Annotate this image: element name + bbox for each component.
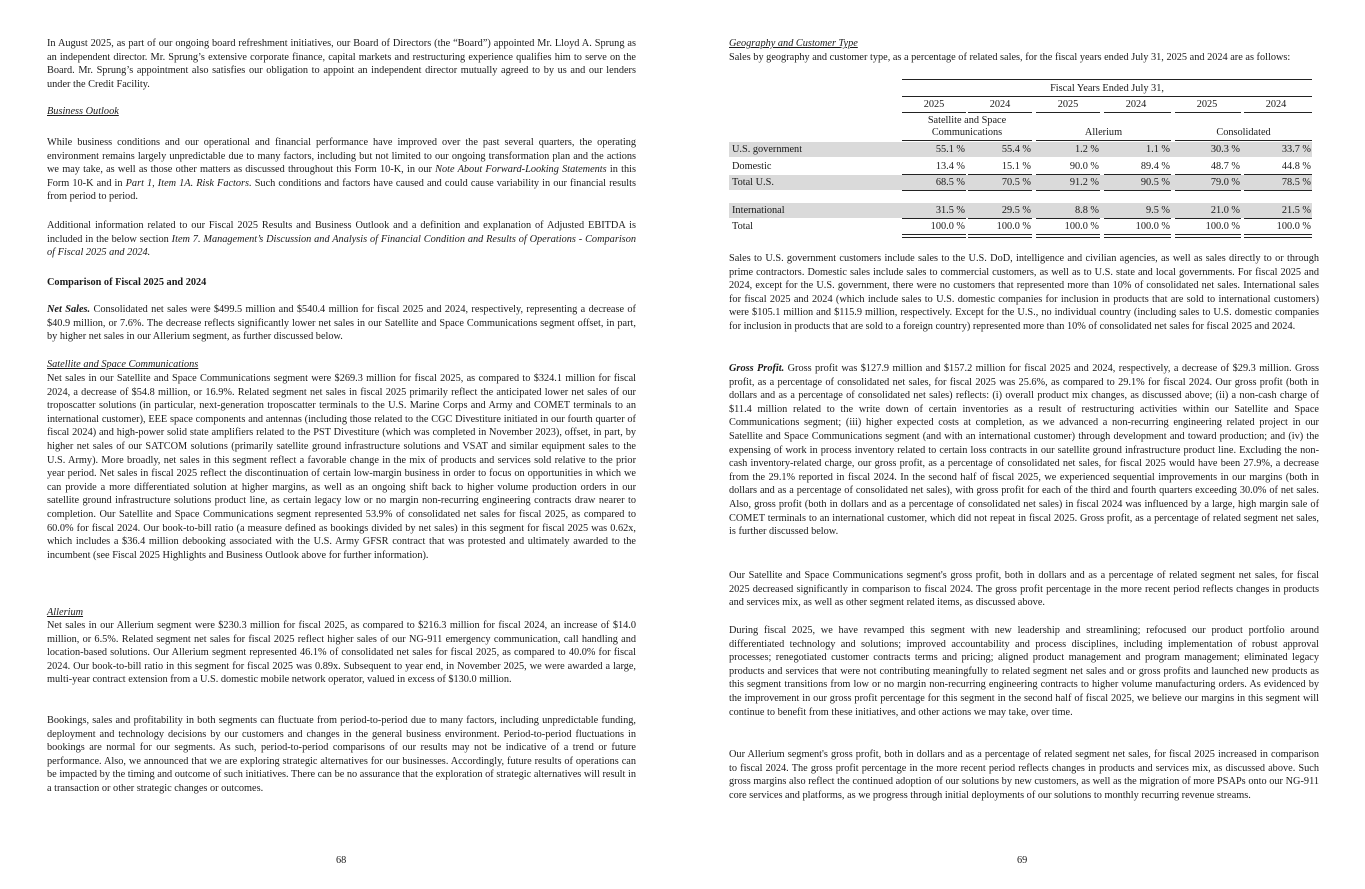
bookings-paragraph: Bookings, sales and profitability in both segments can fluctuate from period-to-period due to many factors, including unpredictable funding, deployment and technology decisions by our customers and changes in the general business environment. Period-to-period fluctuations in bookings are normal for our segments. As such, period-to-period comparisons of our results may not be indicative of a trend or future performance. Also, we announced that we are exploring strategic alternatives for our businesses. Accordingly, future results of operations can be impacted by the timing and outcome of such initiatives. There can be no assurance that the exploration of strategic alternatives will result in a transaction or other strategic changes or outcomes. [47,715,636,794]
table-cell: 70.5 % [1001,177,1031,188]
year-header: 2025 [1196,99,1218,110]
forward-looking-reference: Note About Forward-Looking Statements [435,164,607,176]
table-cell: 78.5 % [1281,177,1311,188]
net-sales-lead: Net Sales. [47,304,91,315]
outlook-paragraph-1: While business conditions and our operational and financial performance have improved over the past several quarters, the operating environment remains largely unpredictable due to many factors, including but not limited to our ongoing transformation plan and the actions we may take, as well as those other matters as discussed throughout this Form 10-K, in our Note About Forward-Looking Statements in this Form 10-K and in Part 1, Item 1A. Risk Factors. Such conditions and factors have caused and could cause variability in our financial results from period to period. [47,137,637,203]
table-cell: 15.1 % [1001,161,1031,172]
table-cell: 8.8 % [1074,205,1099,216]
page-number: 69 [1017,855,1028,866]
table-cell: 44.8 % [1281,161,1311,172]
table-cell: 21.0 % [1210,205,1240,216]
table-cell: 9.5 % [1145,205,1170,216]
outlook-paragraph-2: Additional information related to our Fiscal 2025 Results and Business Outlook and a definition and explanation of Adjusted EBITDA is included in the below section Item 7. Management’s Discussion and Analysis of Financial Condition and Results of Operations - Comparison of Fiscal 2025 and 2024. [47,220,636,259]
allerium-paragraph: Net sales in our Allerium segment were $230.3 million for fiscal 2025, as compared to $216.3 million for fiscal 2024, an increase of $14.0 million, or 6.5%. Related segment net sales for fiscal 2025 reflect higher sales of our NG-911 emergency communication, call handling and location-based solutions. Our Allerium segment represented 46.1% of consolidated net sales for fiscal 2025, as compared to 40.0% for fiscal 2024. Our book-to-bill ratio in this segment for fiscal 2025 was 0.89x. Subsequent to year end, in November 2025, we were awarded a large, multi-year contract extension from a U.S. domestic mobile network operator, valued in excess of $130.0 million. [47,620,636,686]
table-cell: 29.5 % [1001,205,1031,216]
table-cell: 100.0 % [930,221,965,232]
table-cell: 13.4 % [935,161,965,172]
table-cell: 55.4 % [1001,144,1031,155]
mdna-reference: Item 7. Management’s Discussion and Analysis of Financial Condition and Results of Operations - Comparison of Fiscal 2025 and 2024. [47,233,636,259]
segment-header-consolidated: Consolidated [1216,127,1271,138]
table-cell: 55.1 % [935,144,965,155]
year-header: 2024 [1125,99,1147,110]
table-cell: 68.5 % [935,177,965,188]
sales-us-paragraph: Sales to U.S. government customers include sales to the U.S. DoD, intelligence and civilian agencies, as well as sales directly to or through prime contractors. Domestic sales include sales to commercial customers, as well as to U.S. state and local governments. For fiscal 2025 and 2024, except for the U.S. government, there were no customers that represented more than 10% of consolidated net sales. International sales for fiscal 2025 and 2024 (which include sales to U.S. domestic companies for inclusion in products that are sold to international customers) were $105.1 million and $115.9 million, respectively. Except for the U.S., no individual country (including sales to U.S. domestic companies for inclusion in products that are sold to a foreign country) represented more than 10% of consolidated net sales for fiscal 2025 and 2024. [729,253,1319,332]
right-page [729,0,1319,889]
business-outlook-heading: Business Outlook [47,106,119,117]
revamp-paragraph: During fiscal 2025, we have revamped this segment with new leadership and streamlining; refocused our product portfolio around differentiated technology and solutions; improved accountability and process disciplines, including implementation of robust approval processes; renegotiated customer contracts terms and pricing; aligned product management and program management; eliminated legacy products and services that were not contributing meaningfully to related segment net sales and or gross profits and launched new products as this segment transitions from low or no margin non-recurring engineering contracts to higher volume manufacturing orders. As evidenced by the improvement in our gross profit percentage for this segment in the second half of fiscal 2025, we believe our margins in this segment will continue to benefit from these initiatives, and other actions we may take, over time. [729,625,1319,718]
sales-geography-table [729,77,1319,239]
ssc-paragraph: Net sales in our Satellite and Space Communications segment were $269.3 million for fiscal 2025, as compared to $324.1 million for fiscal 2024, a decrease of $54.8 million, or 16.9%. Related segment net sales in fiscal 2025 primarily reflect the anticipated lower net sales of our troposcatter solutions (in particular, next-generation troposcatter terminals to the U.S. Marine Corps and Army and COMET terminals to an international customer), EEE space components and antennas (including those related to the CGC Divestiture initiated in our fourth quarter of fiscal 2024) and high-power solid state amplifiers related to the PST Divestiture (which was completed in November 2023), offset, in part, by higher net sales of our SATCOM solutions (primarily satellite ground infrastructure solutions and VSAT and similar equipment sales to the U.S. Army). More broadly, net sales in this segment reflect a favorable change in the mix of products and services sold relative to the prior year period. Net sales in fiscal 2025 reflect the discontinuation of certain low-margin business in order to focus on opportunities in which we can provide a more differentiated solution at higher margins, as well as an ongoing shift back to higher volume production orders in our satellite ground infrastructure solutions product line, as certain legacy low or no margin non-recurring engineering contracts draw nearer to completion. Our Satellite and Space Communications segment represented 53.9% of consolidated net sales for fiscal 2025, as compared to 60.0% for fiscal 2024. Our book-to-bill ratio (a measure defined as bookings divided by net sales) in this segment for fiscal 2025 was 0.62x, which includes a $36.4 million debooking associated with the U.S. Army GFSR contract that was protested and ultimately awarded to the incumbent (see Fiscal 2025 Highlights and Business Outlook above for further information). [47,373,636,561]
table-cell: 100.0 % [1276,221,1311,232]
row-label: U.S. government [732,144,803,155]
table-cell: 48.7 % [1210,161,1240,172]
year-header: 2025 [923,99,945,110]
ssc-gross-profit-paragraph: Our Satellite and Space Communications segment's gross profit, both in dollars and as a percentage of related segment net sales, for fiscal 2025 decreased significantly in comparison to fiscal 2024. The gross profit percentage in the more recent period reflects changes in products and services mix, as well as other segment related items, as discussed above. [729,570,1319,609]
table-cell: 89.4 % [1140,161,1170,172]
table-cell: 79.0 % [1210,177,1240,188]
left-page [47,0,636,889]
segment-header-ssc: Satellite and Space Communications [927,115,1007,138]
allerium-gross-profit-paragraph: Our Allerium segment's gross profit, both in dollars and as a percentage of related segment net sales, for fiscal 2025 increased in comparison to fiscal 2024. The gross profit percentage in the more recent period reflects changes in products and services mix, as discussed above. Such gross margins also reflect the continued adoption of our solutions by new customers, as well as the migration of more PSAPs onto our NG-911 core services and platforms, as we progress through initial deployments of our solutions to monthly recurring revenue streams. [729,749,1319,801]
page-number: 68 [336,855,347,866]
table-cell: 33.7 % [1281,144,1311,155]
intro-paragraph: In August 2025, as part of our ongoing board refreshment initiatives, our Board of Directors (the “Board”) appointed Mr. Lloyd A. Sprung as an independent director. Mr. Sprung’s extensive corporate finance, capital markets and restructuring experience qualifies him to serve on the Board. Mr. Sprung’s appointment also satisfies our obligation to appoint an independent director mutually agreed to by us and our lenders under the Credit Facility. [47,38,636,90]
row-label: Total U.S. [732,177,774,188]
row-label: Domestic [732,161,772,172]
net-sales-paragraph: Net Sales. Consolidated net sales were $499.5 million and $540.4 million for fiscal 2025 and 2024, respectively, representing a decrease of $40.9 million, or 7.6%. The decrease reflects significantly lower net sales in our Satellite and Space Communications segment offset, in part, by higher net sales in our Allerium segment, as further discussed below. [47,304,636,343]
row-label: International [732,205,785,216]
table-cell: 91.2 % [1069,177,1099,188]
year-header: 2024 [989,99,1011,110]
table-cell: 100.0 % [996,221,1031,232]
risk-factors-reference: Part 1, Item 1A. Risk Factors. [125,177,252,189]
row-label: Total [732,221,754,232]
comparison-heading: Comparison of Fiscal 2025 and 2024 [47,277,207,288]
table-cell: 100.0 % [1064,221,1099,232]
geo-heading: Geography and Customer Type [729,38,858,49]
year-header: 2025 [1057,99,1079,110]
segment-header-allerium: Allerium [1084,127,1123,138]
allerium-heading: Allerium [47,607,84,618]
table-cell: 90.0 % [1069,161,1099,172]
table-cell: 1.2 % [1074,144,1099,155]
table-cell: 90.5 % [1140,177,1170,188]
year-header: 2024 [1265,99,1287,110]
table-cell: 31.5 % [935,205,965,216]
table-cell: 100.0 % [1135,221,1170,232]
geo-intro: Sales by geography and customer type, as a percentage of related sales, for the fiscal years ended July 31, 2025 and 2024 are as follows: [729,52,1291,63]
table-cell: 21.5 % [1281,205,1311,216]
period-header: Fiscal Years Ended July 31, [1050,83,1164,94]
table-cell: 100.0 % [1205,221,1240,232]
gross-profit-paragraph: Gross Profit. Gross profit was $127.9 million and $157.2 million for fiscal 2025 and 2024, respectively, a decrease of $29.3 million. Gross profit, as a percentage of consolidated net sales, for fiscal 2025 was 25.6%, as compared to 29.1% for fiscal 2024. Our gross profit (both in dollars and as a percentage of consolidated net sales) reflects: (i) overall product mix changes, as discussed above; (ii) a non-cash charge of $11.4 million related to the write down of certain inventories as a result of restructuring activities within our Satellite and Space Communications segment; (iii) higher expected costs at completion, as we advanced a non-recurring engineering related project in our Satellite and Space Communications segment (and with an international customer) through development and toward production; and (iv) the expensing of work in process inventory related to certain loss contracts in our satellite ground infrastructure product line. Excluding the non-cash inventory-related charge, our gross profit, as a percentage of consolidated net sales, for fiscal 2025 would have been 27.9%, a decrease from the 29.1% reported in fiscal 2024. In the second half of fiscal 2025, we experienced sequential improvements in our margins (both in dollars and as a percentage of consolidated net sales), with gross profit for each of the third and fourth quarters exceeding 30.0% of net sales. Also, gross profit (both in dollars and as a percentage of consolidated net sales) in fiscal 2024 was influenced by a large, high margin sale of COMET terminals to an international customer, which did not repeat in fiscal 2025. Gross profit, as a percentage of related segment net sales, is further discussed below. [729,363,1319,538]
gross-profit-lead: Gross Profit. [729,363,785,374]
ssc-heading: Satellite and Space Communications [47,359,199,370]
table-cell: 30.3 % [1210,144,1240,155]
table-cell: 1.1 % [1145,144,1170,155]
